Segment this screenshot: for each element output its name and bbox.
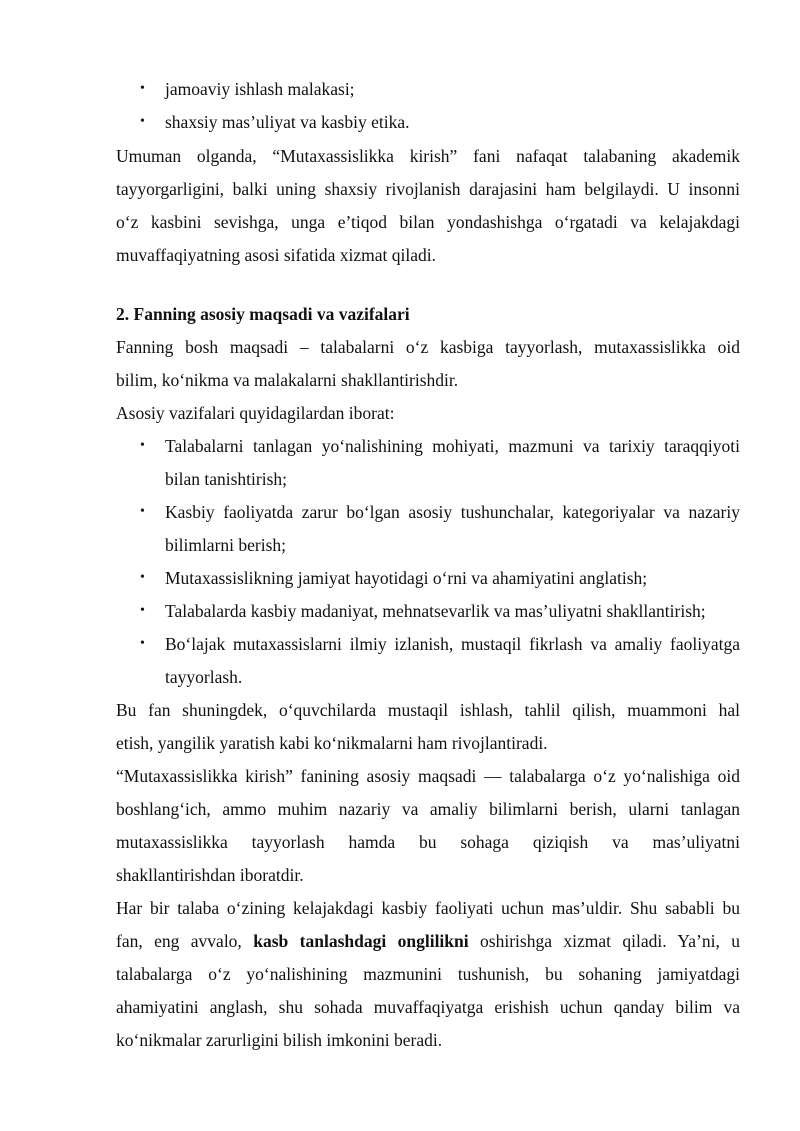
paragraph-line: mutaxassislikka tayyorlash hamda bu sohaga qiziqish va mas’uliyatni <box>116 832 740 852</box>
bullet-marker: • <box>140 570 145 585</box>
text-run: oshirishga xizmat qiladi. Ya’ni, u <box>480 931 740 951</box>
paragraph-line: o‘z kasbini sevishga, unga e’tiqod bilan yondashishga o‘rgatadi va kelajakdagi <box>116 212 740 232</box>
paragraph-line: “Mutaxassislikka kirish” fanining asosiy maqsadi — talabalarga o‘z yo‘nalishiga oid <box>116 766 740 786</box>
task-item-cont: bilimlarni berish; <box>165 535 287 555</box>
paragraph-line: Bu fan shuningdek, o‘quvchilarda mustaqil ishlash, tahlil qilish, muammoni hal <box>116 700 740 720</box>
task-item-cont: bilan tanishtirish; <box>165 469 288 489</box>
task-item-cont: tayyorlash. <box>165 667 243 687</box>
task-item: Talabalarda kasbiy madaniyat, mehnatsevarlik va mas’uliyatni shakllantirish; <box>165 601 706 621</box>
paragraph-line: boshlang‘ich, ammo muhim nazariy va amaliy bilimlarni berish, ularni tanlagan <box>116 799 740 819</box>
paragraph-line: shakllantirishdan iboratdir. <box>116 865 304 885</box>
bullet-marker: • <box>140 81 145 96</box>
paragraph-line: ko‘nikmalar zarurligini bilish imkonini beradi. <box>116 1030 443 1050</box>
task-item: Mutaxassislikning jamiyat hayotidagi o‘rni va ahamiyatini anglatish; <box>165 568 648 588</box>
bold-phrase: kasb tanlashdagi onglilikni <box>253 931 469 951</box>
bullet-marker: • <box>140 603 145 618</box>
bullet-marker: • <box>140 438 145 453</box>
bullet-item: jamoaviy ishlash malakasi; <box>165 79 355 99</box>
paragraph-line: Umuman olganda, “Mutaxassislikka kirish” fani nafaqat talabaning akademik <box>116 146 740 166</box>
bullet-marker: • <box>140 504 145 519</box>
text-run: fan, eng avvalo, <box>116 931 242 951</box>
section-heading: 2. Fanning asosiy maqsadi va vazifalari <box>116 304 410 324</box>
paragraph-line: Fanning bosh maqsadi – talabalarni o‘z kasbiga tayyorlash, mutaxassislikka oid <box>116 337 740 357</box>
paragraph-line: etish, yangilik yaratish kabi ko‘nikmalarni ham rivojlantiradi. <box>116 733 548 753</box>
task-item: Talabalarni tanlagan yo‘nalishining mohiyati, mazmuni va tarixiy taraqqiyoti <box>165 436 740 456</box>
paragraph-line: bilim, ko‘nikma va malakalarni shakllantirishdir. <box>116 370 459 390</box>
bullet-marker: • <box>140 636 145 651</box>
bullet-item: shaxsiy mas’uliyat va kasbiy etika. <box>165 112 410 132</box>
paragraph-line: Asosiy vazifalari quyidagilardan iborat: <box>116 403 395 423</box>
task-item: Bo‘lajak mutaxassislarni ilmiy izlanish, mustaqil fikrlash va amaliy faoliyatga <box>165 634 740 654</box>
paragraph-line: ahamiyatini anglash, shu sohada muvaffaqiyatga erishish uchun qanday bilim va <box>116 997 740 1017</box>
task-item: Kasbiy faoliyatda zarur bo‘lgan asosiy tushunchalar, kategoriyalar va nazariy <box>165 502 740 522</box>
paragraph-line: tayyorgarligini, balki uning shaxsiy rivojlanish darajasini ham belgilaydi. U insonni <box>116 179 740 199</box>
paragraph-line: Har bir talaba o‘zining kelajakdagi kasbiy faoliyati uchun mas’uldir. Shu sababli bu <box>116 898 740 918</box>
paragraph-line <box>116 930 740 952</box>
bullet-marker: • <box>140 114 145 129</box>
paragraph-line: talabalarga o‘z yo‘nalishining mazmunini tushunish, bu sohaning jamiyatdagi <box>116 964 740 984</box>
paragraph-line: muvaffaqiyatning asosi sifatida xizmat qiladi. <box>116 245 436 265</box>
